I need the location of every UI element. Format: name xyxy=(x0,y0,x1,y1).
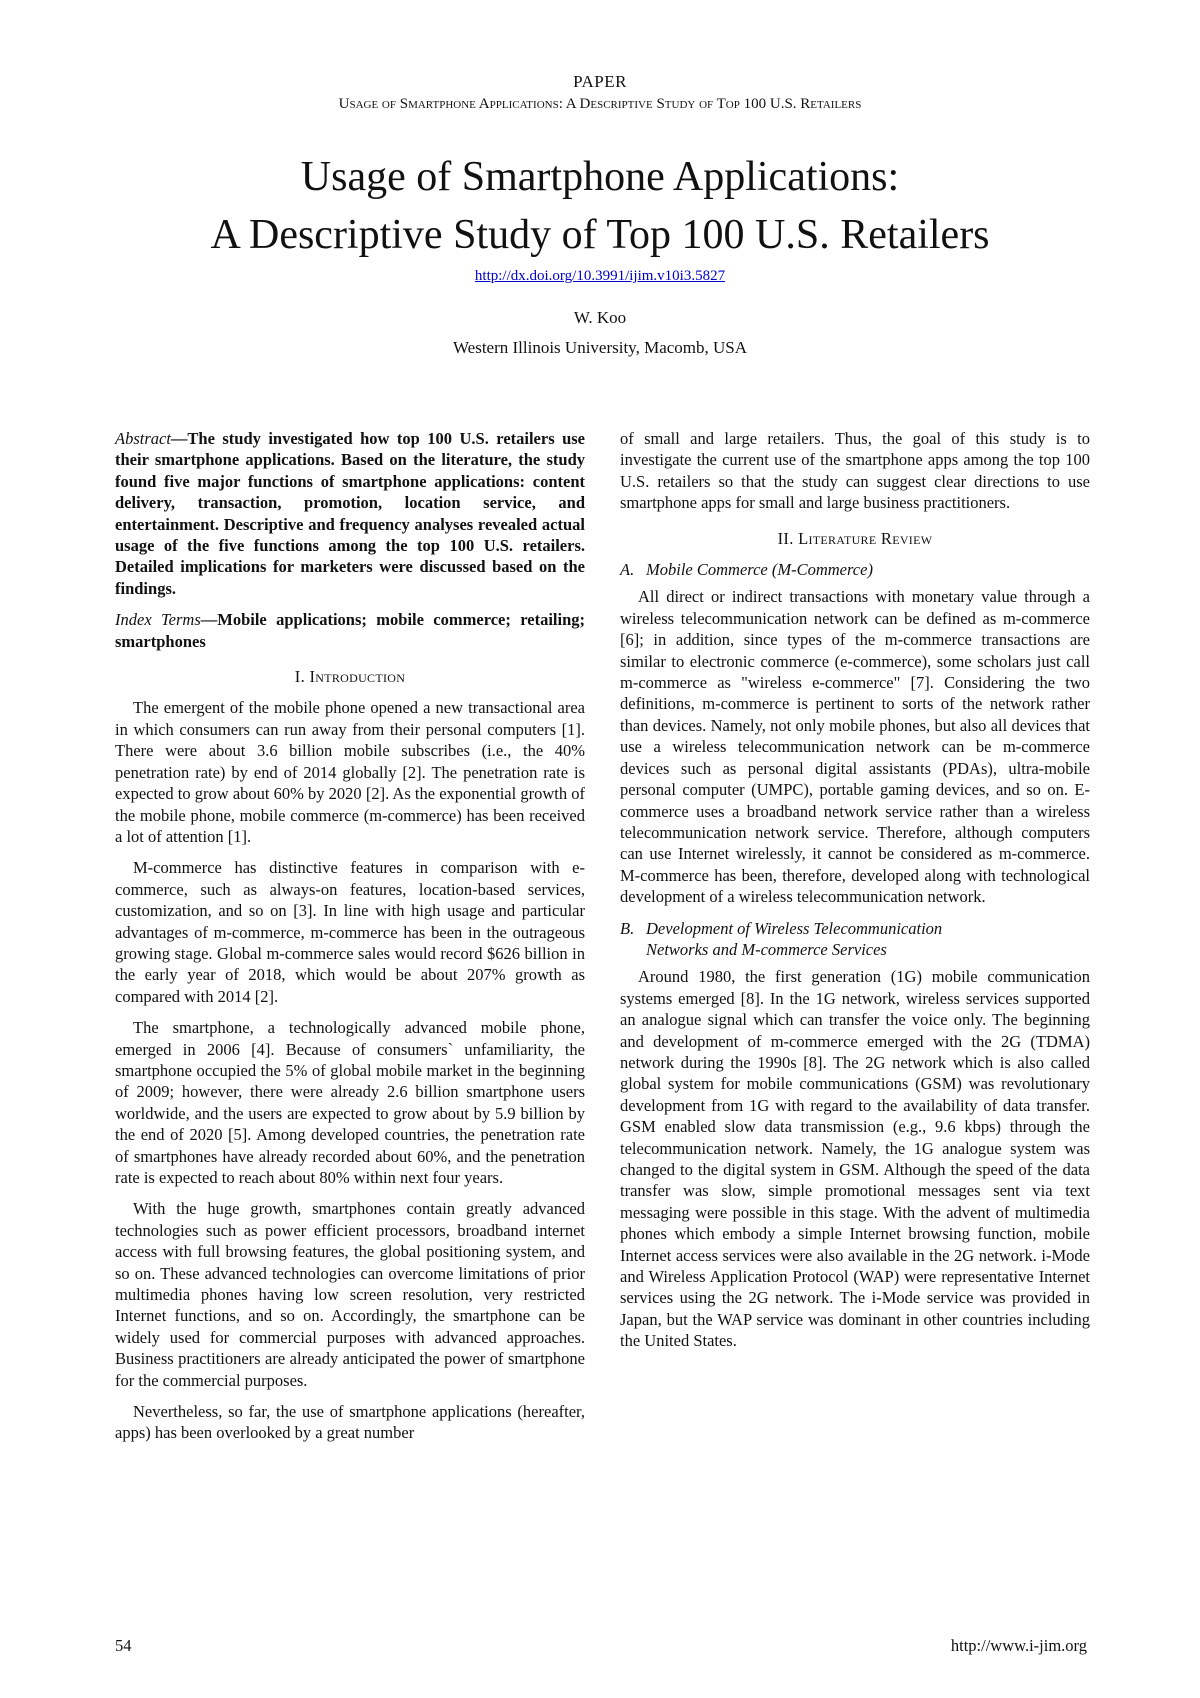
page-number: 54 xyxy=(115,1636,132,1655)
paragraph: The emergent of the mobile phone opened a new transactional area in which consumers can run away from their personal computers [1]. There were about 3.6 billion mobile subscribes (i.e., the 40% penetration rate) by end of 2014 globally [2]. The penetration rate is expected to grow about 60% by 2020 [2]. As the exponential growth of the mobile phone, mobile commerce (m-commerce) has been received a lot of attention [1]. xyxy=(115,698,585,846)
abstract xyxy=(115,428,585,599)
subsection-title: Mobile Commerce (M-Commerce) xyxy=(646,560,873,580)
footer-url: http://www.i-jim.org xyxy=(950,1636,1087,1655)
paragraph: M-commerce has distinctive features in comparison with e-commerce, such as always-on features, location-based services, customization, and so on [3]. In line with high usage and particular advantages of m-commerce, m-commerce has been in the outrageous growing stage. Global m-commerce sales would record $626 billion in the early year of 2018, which would be about 207% growth as compared with 2014 [2]. xyxy=(115,858,585,1006)
index-terms xyxy=(115,609,585,652)
running-header xyxy=(0,72,1200,113)
subsection-heading-a xyxy=(620,559,1090,580)
abstract-text: —The study investigated how top 100 U.S. retailers use their smartphone applications. Based on the literature, the study found five major functions of smartphone applications: content delivery, transaction, promotion, location service, and entertainment. Descriptive and frequency analyses revealed actual usage of the five functions among the top 100 U.S. retailers. Detailed implications for marketers were discussed based on the findings. xyxy=(115,429,585,598)
right-column xyxy=(620,428,1090,1362)
section-heading-literature-review: II. Literature Review xyxy=(777,528,933,548)
header-label: PAPER xyxy=(573,72,627,91)
author-affiliation: Western Illinois University, Macomb, USA xyxy=(452,338,748,357)
abstract-label: Abstract xyxy=(115,429,171,448)
section-heading-introduction: I. Introduction xyxy=(294,667,406,687)
index-terms-text: —Mobile applications; mobile commerce; retailing; smartphones xyxy=(115,610,585,651)
subsection-number: B. xyxy=(620,918,635,938)
paragraph: The smartphone, a technologically advanced mobile phone, emerged in 2006 [4]. Because of consumers` unfamiliarity, the smartphone occupied the 5% of global mobile market in the beginning of 2009; however, there were already 2.6 billion smartphone users worldwide, and the users are expected to grow about by 5.9 billion by the end of 2020 [5]. Among developed countries, the penetration rate of smartphones have already recorded about 60%, and the penetration rate is expected to reach about 80% within next four years. xyxy=(115,1018,585,1187)
paragraph: Nevertheless, so far, the use of smartphone applications (hereafter, apps) has been overlooked by a great number xyxy=(115,1402,585,1443)
paragraph: With the huge growth, smartphones contain greatly advanced technologies such as power efficient processors, broadband internet access with full browsing features, the global positioning system, and so on. These advanced technologies can overcome limitations of prior multimedia phones having low screen resolution, very restricted Internet functions, and so on. Accordingly, the smartphone can be widely used for commercial purposes with advanced approaches. Business practitioners are already anticipated the power of smartphone for the commercial purposes. xyxy=(115,1199,585,1390)
title-line-1: Usage of Smartphone Applications: xyxy=(300,154,900,200)
subsection-number: A. xyxy=(620,560,635,580)
index-terms-label: Index Terms xyxy=(115,610,201,630)
paragraph: All direct or indirect transactions with monetary value through a wireless telecommunication network can be defined as m-commerce [6]; in addition, since types of the m-commerce transactions are similar to electronic commerce (e-commerce), some scholars just call m-commerce as "wireless e-commerce" [7]. Considering the two definitions, m-commerce is pertinent to sorts of the network rather than devices. Namely, not only mobile phones, but also all devices that use a wireless telecommunication network can be m-commerce devices such as personal digital assistants (PDAs), ultra-mobile personal computer (UMPC), portable gaming devices, and so on. E-commerce uses a broadband network service rather than a wireless telecommunication network service. Therefore, although computers can use Internet wirelessly, it cannot be considered as m-commerce. M-commerce has been, therefore, developed along with technological development of a wireless telecommunication network. xyxy=(620,587,1090,907)
subsection-title-line-2: Networks and M-commerce Services xyxy=(646,939,887,959)
paragraph: Around 1980, the first generation (1G) mobile communication systems emerged [8]. In the 1G network, wireless services supported an analogue signal which can transfer the voice only. The beginning and development of m-commerce emerged with the 2G (TDMA) network during the 1990s [8]. The 2G network which is also called global system for mobile communications (GSM) was revolutionary development from 1G with regard to the availability of data transfer. GSM enabled slow data transmission (e.g., 9.6 kbps) through the telecommunication network. Namely, the 1G analogue system was changed to the digital system in GSM. Although the speed of the data transfer was slow, simple promotional messages sent via text messaging were possible in this stage. With the advent of multimedia phones which embody a simple Internet browsing function, mobile Internet access services were also available in the 2G network. i-Mode and Wireless Application Protocol (WAP) were representative Internet services using the 2G network. The i-Mode service was provided in Japan, but the WAP service was dominant in other countries including the United States. xyxy=(620,967,1090,1351)
paper-title xyxy=(0,148,1200,264)
running-title: Usage of Smartphone Applications: A Descriptive Study of Top 100 U.S. Retailers xyxy=(338,96,862,112)
subsection-heading-b xyxy=(620,918,1090,961)
doi xyxy=(0,268,1200,285)
author-name: W. Koo xyxy=(573,308,627,327)
title-line-2: A Descriptive Study of Top 100 U.S. Retailers xyxy=(210,212,990,258)
subsection-title-line-1: Development of Wireless Telecommunication xyxy=(646,918,943,938)
paragraph-continuation: of small and large retailers. Thus, the goal of this study is to investigate the current use of the smartphone apps among the top 100 U.S. retailers so that the study can suggest clear directions to use smartphone apps for small and large business practitioners. xyxy=(620,429,1090,513)
doi-link[interactable]: http://dx.doi.org/10.3991/ijim.v10i3.5827 xyxy=(474,268,726,284)
left-column xyxy=(115,428,585,1454)
